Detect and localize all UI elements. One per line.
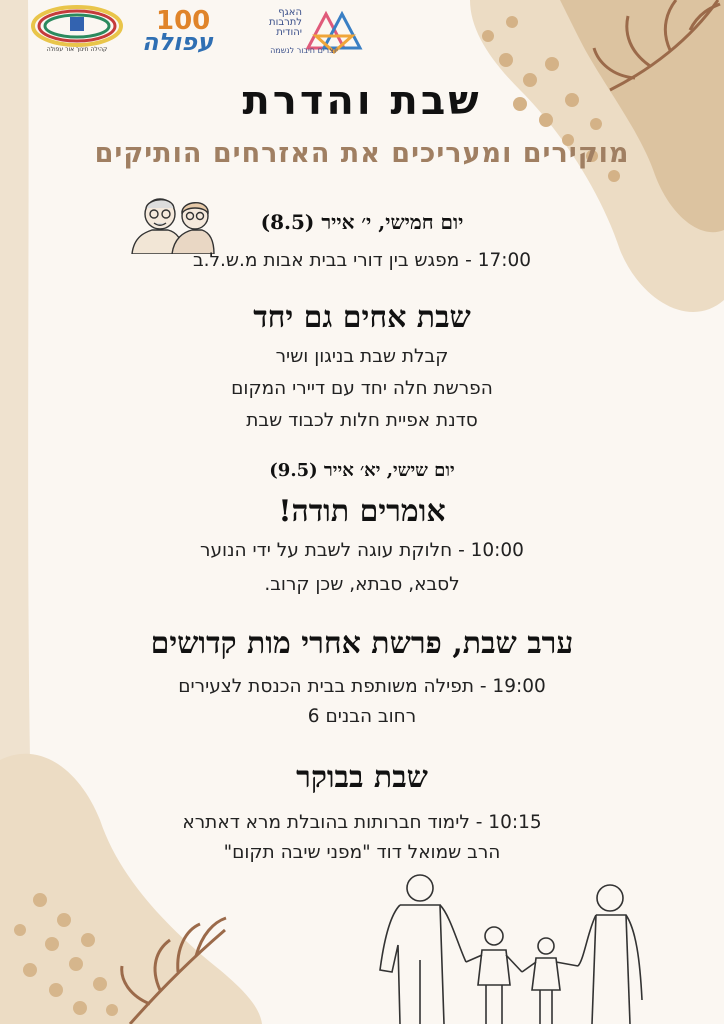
jewish-culture-text-3: יהודית: [276, 27, 302, 38]
shabbat-achim-heading: שבת אחים גם יחד: [253, 300, 471, 335]
logos-bar: [0, 4, 724, 64]
friday-event-line: 10:00 - חלוקת עוגה לשבת על ידי הנוער: [200, 540, 524, 561]
shabbat-achim-line: הפרשת חלה יחד עם דיירי המקום: [231, 378, 493, 399]
kehila-logo: [30, 4, 124, 60]
afula-logo: 100 עפולה: [142, 6, 214, 56]
friday-event-line: לסבא, סבתא, שכן קרוב.: [264, 574, 460, 595]
kehila-logo-caption: קהילה חינוך אור עפולה: [46, 46, 108, 53]
erev-shabbat-heading: ערב שבת, פרשת אחרי מות קדושים: [150, 626, 574, 661]
page-title: שבת והדרת: [242, 78, 482, 124]
shabbat-morning-line: הרב שמואל דוד "מפני שיבה תקום": [223, 842, 501, 863]
erev-shabbat-line: 19:00 - תפילה משותפת בבית הכנסת לצעירים: [178, 676, 546, 697]
shabbat-achim-line: קבלת שבת בניגון ושיר: [275, 346, 449, 367]
erev-shabbat-line: רחוב הבנים 6: [307, 706, 417, 727]
page-subtitle: מוקירים ומעריכים את האזרחים הותיקים: [94, 138, 630, 169]
jewish-culture-text-2: לתרבות: [269, 17, 302, 28]
thursday-date: יום חמישי, י׳ אייר (8.5): [260, 210, 464, 234]
jewish-culture-text-1: האגף: [278, 7, 302, 18]
afula-logo-text: עפולה: [142, 28, 214, 56]
friday-date: יום שישי, יא׳ אייר (9.5): [269, 460, 455, 481]
shabbat-morning-heading: שבת בבוקר: [296, 760, 428, 795]
thursday-event-line: 17:00 - מפגש בין דורי בבית אבות מ.ש.ל.ב: [192, 250, 532, 271]
jewish-culture-logo: [240, 6, 370, 62]
friday-heading: אומרים תודה!: [278, 494, 446, 529]
shabbat-morning-line: 10:15 - לימוד חברותות בהובלת מרא דאתרא: [182, 812, 542, 833]
family-illustration: [380, 875, 642, 1024]
shabbat-achim-line: סדנת אפיית חלות לכבוד שבת: [246, 410, 478, 431]
jewish-culture-tagline: יוצרים חיבור לנשמה: [270, 46, 338, 55]
